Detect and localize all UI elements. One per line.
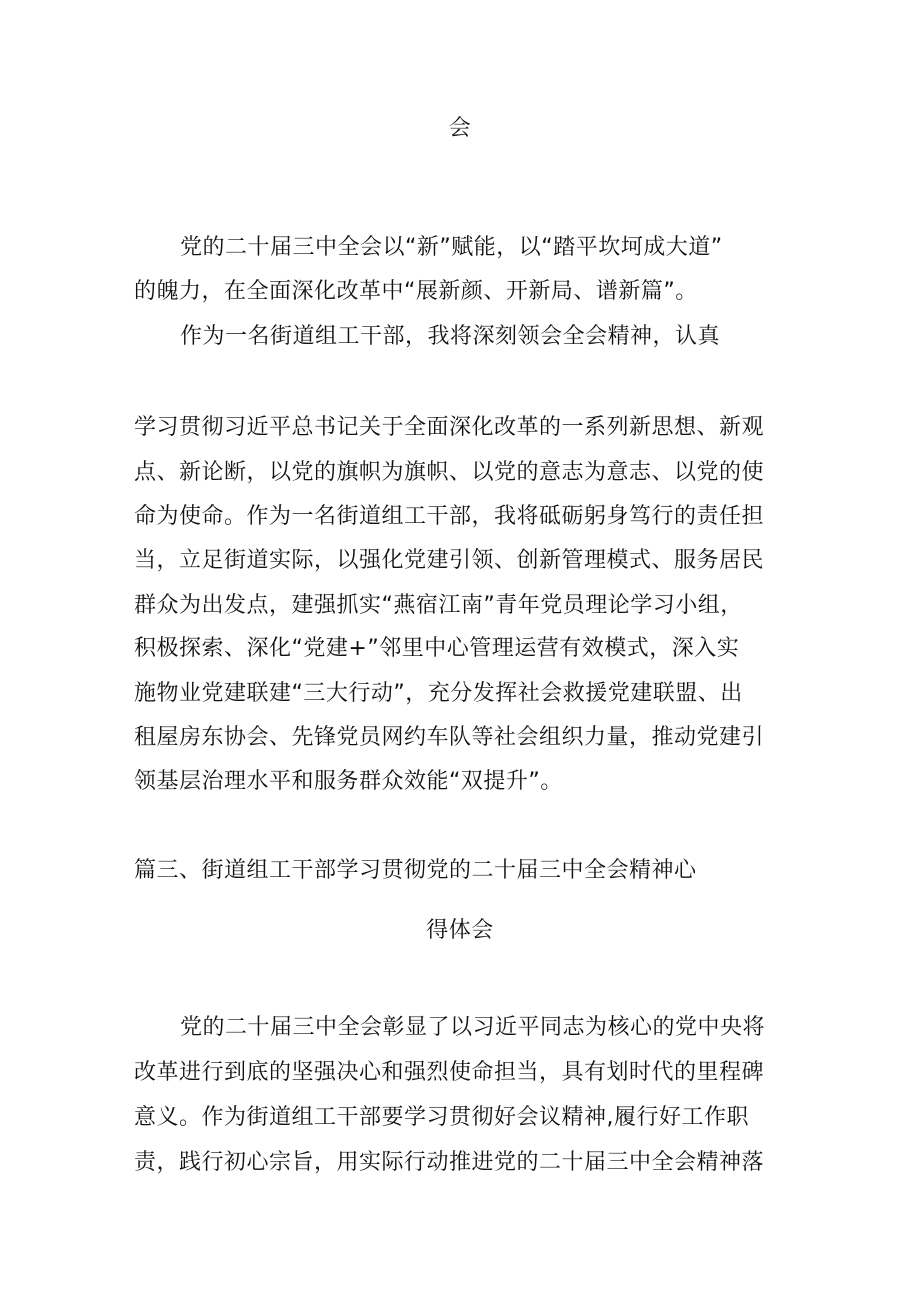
title-tail: 会	[448, 116, 472, 141]
paragraph-2-line-5: 当，立足街道实际，以强化党建引领、创新管理模式、服务居民	[134, 548, 765, 573]
paragraph-2-line-2: 学习贯彻习近平总书记关于全面深化改革的一系列新思想、新观	[134, 415, 765, 440]
paragraph-2-line-9: 租屋房东协会、先锋党员网约车队等社会组织力量，推动党建引	[134, 725, 765, 750]
paragraph-1-line-2: 的魄力，在全面深化改革中“展新颜、开新局、谱新篇”。	[134, 279, 698, 304]
section-3-title-line-1: 篇三、街道组工干部学习贯彻党的二十届三中全会精神心	[134, 858, 697, 883]
paragraph-2-line-1: 作为一名街道组工干部，我将深刻领会全会精神，认真	[180, 324, 721, 349]
paragraph-1-line-1: 党的二十届三中全会以“新”赋能，以“踏平坎坷成大道”	[180, 235, 723, 260]
paragraph-3-line-3: 意义。作为街道组工干部要学习贯彻好会议精神,履行好工作职	[134, 1105, 749, 1130]
paragraph-2-line-8: 施物业党建联建“三大行动”，充分发挥社会救援党建联盟、出	[134, 681, 743, 706]
paragraph-2-line-3: 点、新论断，以党的旗帜为旗帜、以党的意志为意志、以党的使	[134, 460, 765, 485]
paragraph-2-line-4: 命为使命。作为一名街道组工干部，我将砥砺躬身笃行的责任担	[134, 504, 765, 529]
paragraph-2-line-10: 领基层治理水平和服务群众效能“双提升”。	[134, 769, 563, 794]
paragraph-3-line-1: 党的二十届三中全会彰显了以习近平同志为核心的党中央将	[180, 1015, 766, 1040]
paragraph-3-line-4: 责，践行初心宗旨，用实际行动推进党的二十届三中全会精神落	[134, 1150, 765, 1175]
paragraph-3-line-2: 改革进行到底的坚强决心和强烈使命担当，具有划时代的里程碑	[134, 1060, 765, 1085]
paragraph-2-line-6: 群众为出发点，建强抓实“燕宿江南”青年党员理论学习小组，	[134, 593, 743, 618]
paragraph-2-line-7: 积极探索、深化“党建+”邻里中心管理运营有效模式，深入实	[134, 636, 740, 661]
section-3-title-line-2: 得体会	[426, 918, 494, 943]
